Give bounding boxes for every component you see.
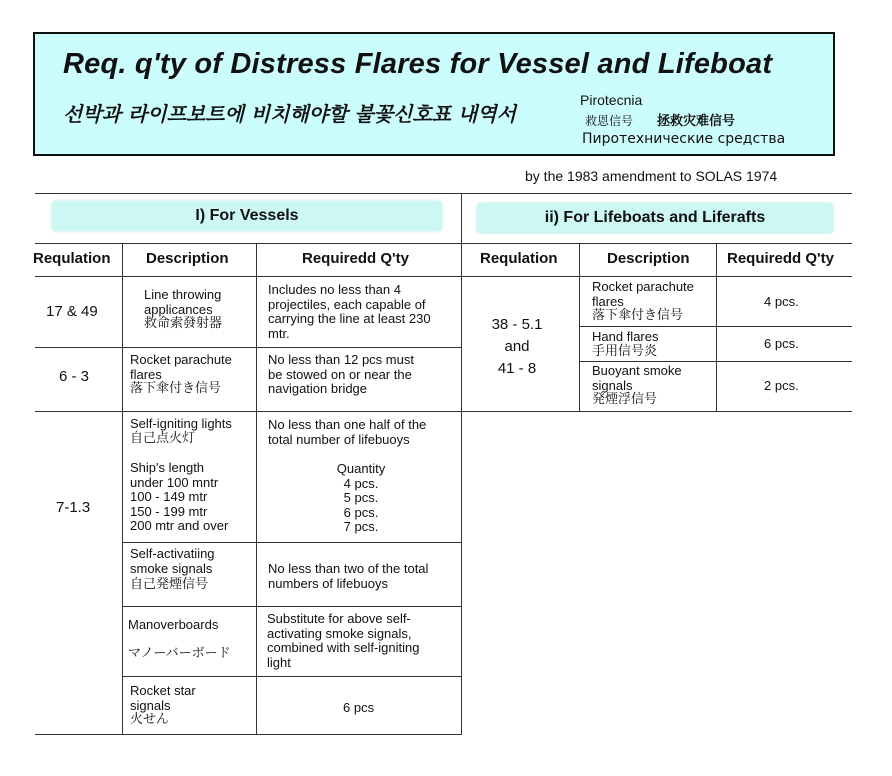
lifeboats-description-buoyant-smoke: Buoyant smoke signals 発煙浮信号: [592, 363, 682, 407]
vessels-header-description: Description: [146, 250, 229, 267]
page-title: Req. q'ty of Distress Flares for Vessel and Lifeboat: [63, 48, 773, 80]
top-rule: [35, 193, 852, 194]
vessels-subrow-rule: [122, 542, 461, 543]
qty-rocket-star: 6 pcs: [343, 700, 375, 715]
lifeboats-banner: ii) For Lifeboats and Liferafts: [477, 203, 833, 233]
lifeboats-description-rocket-parachute: Rocket parachute flares 落下傘付き信号: [592, 279, 694, 323]
chinese-title: 拯救灾难信号: [657, 114, 736, 129]
vessels-header-regulation: Requlation: [33, 250, 111, 267]
lifeboats-qty-hand-flares: 6 pcs.: [764, 336, 799, 351]
vessels-header-qty: Requiredd Q'ty: [302, 250, 409, 267]
lifeboats-regulation: 38 - 5.1 and 41 - 8: [491, 316, 543, 377]
description-manoverboards: Manoverboards マノーバーボード: [128, 617, 231, 661]
qty-self-activating-smoke: No less than two of the total numbers of lifebuoys: [268, 561, 429, 591]
lifeboats-row-rule: [579, 326, 852, 327]
description-self-igniting-lights: Self-igniting lights 自己点火灯: [130, 416, 232, 446]
vessels-bottom-rule: [35, 734, 461, 735]
qty-self-igniting-lights: No less than one half of the total number of lifebuoys: [268, 417, 427, 447]
header-bottom-rule: [35, 276, 852, 277]
lifeboats-qty-rocket-parachute: 4 pcs.: [764, 294, 799, 309]
description-line-throwing: Line throwing applicances 救命索發射器: [144, 287, 223, 331]
russian-title: Пиротехнические средства: [582, 131, 786, 147]
vessels-row-rule: [35, 411, 461, 412]
lifeboats-description-hand-flares: Hand flares 手用信号炎: [592, 329, 659, 359]
lifeboats-col-sep-1: [579, 243, 580, 411]
vessels-subrow-rule: [122, 606, 461, 607]
lifeboats-col-sep-2: [716, 243, 717, 411]
qty-line-throwing: Includes no less than 4 projectiles, each capable of carrying the line at least 230 mtr.: [268, 282, 431, 341]
lifeboats-header-regulation: Requlation: [480, 250, 558, 267]
vessels-col-sep-1: [122, 243, 123, 735]
description-rocket-parachute: Rocket parachute flares 落下傘付き信号: [130, 352, 232, 396]
regulation-7-1-3: 7-1.3: [56, 499, 91, 516]
lifeboats-header-description: Description: [607, 250, 690, 267]
lifeboats-header-qty: Requiredd Q'ty: [727, 250, 834, 267]
quantity-list: Quantity 4 pcs. 5 pcs. 6 pcs. 7 pcs.: [336, 461, 386, 534]
vessels-banner: I) For Vessels: [52, 201, 442, 231]
qty-rocket-parachute: No less than 12 pcs must be stowed on or near the navigation bridge: [268, 352, 414, 396]
byline: by the 1983 amendment to SOLAS 1974: [525, 168, 778, 184]
description-rocket-star: Rocket star signals 火せん: [130, 683, 196, 727]
ship-length-list: Ship's length under 100 mntr 100 - 149 mtr 150 - 199 mtr 200 mtr and over: [130, 460, 229, 533]
japanese-title: 救恩信号: [585, 114, 634, 128]
header-top-rule: [35, 243, 852, 244]
spanish-title: Pirotecnia: [580, 92, 643, 108]
korean-title: 선박과 라이프보트에 비치해야할 불꽃신호표 내역서: [63, 102, 516, 126]
vessels-col-sep-2: [256, 243, 257, 735]
vessels-subrow-rule: [122, 676, 461, 677]
lifeboats-row-rule: [579, 361, 852, 362]
lifeboats-qty-buoyant-smoke: 2 pcs.: [764, 378, 799, 393]
section-divider: [461, 193, 462, 735]
lifeboats-bottom-rule: [461, 411, 852, 412]
vessels-row-rule: [35, 347, 461, 348]
title-box: [33, 32, 835, 156]
description-self-activating-smoke: Self-activatiing smoke signals 自己発煙信号: [130, 546, 215, 592]
regulation-6-3: 6 - 3: [59, 368, 90, 385]
regulation-17-49: 17 & 49: [46, 303, 98, 320]
qty-manoverboards: Substitute for above self- activating smoke signals, combined with self-igniting light: [267, 611, 420, 670]
